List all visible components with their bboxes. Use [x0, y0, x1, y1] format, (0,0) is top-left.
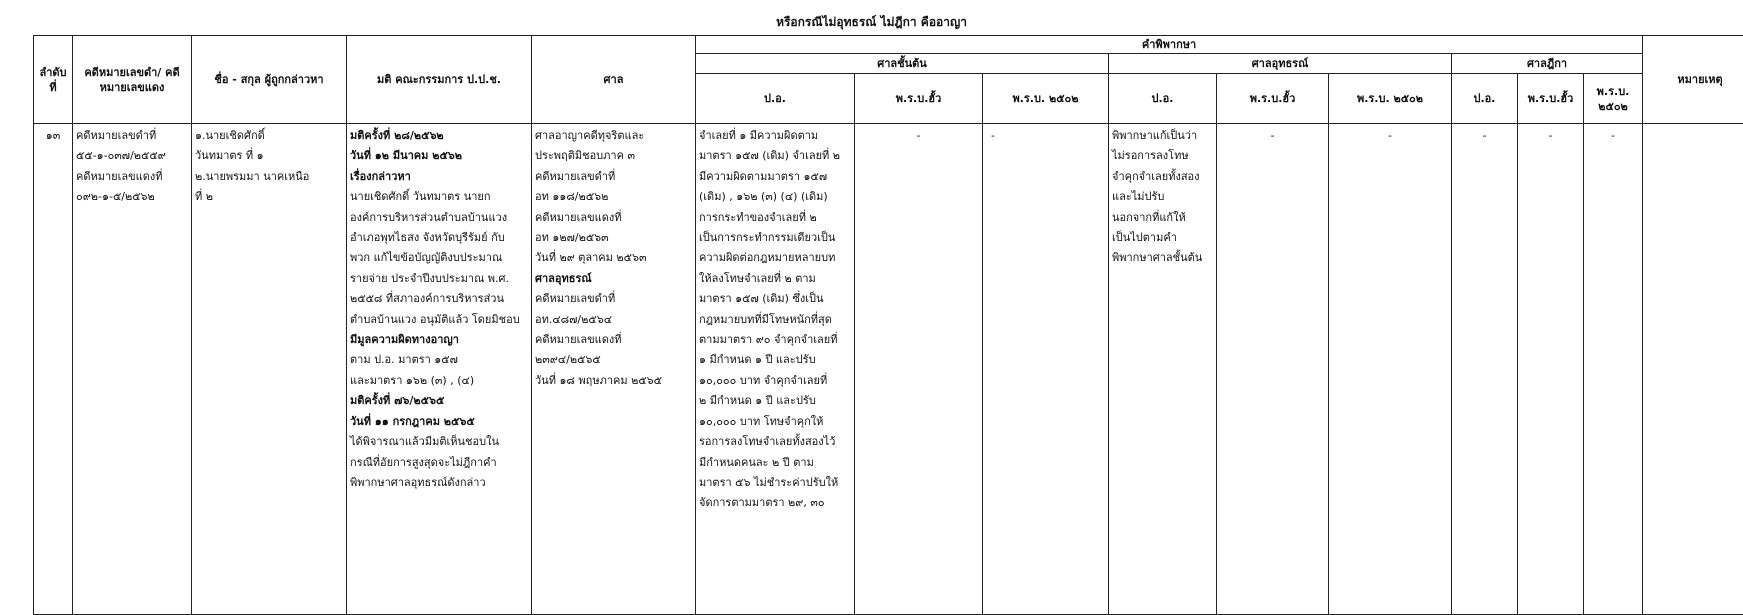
subheader-appeal-collusion-act: พ.ร.บ.ฮั้ว	[1217, 74, 1329, 124]
cell-remark	[1643, 124, 1743, 615]
cell-text-line: คดีหมายเลขแดงที่	[535, 330, 692, 350]
subheader-first-act-2502: พ.ร.บ. ๒๕๐๒	[983, 74, 1109, 124]
cell-text-line: คดีหมายเลขแดงที่	[535, 208, 692, 228]
cell-text-line: อำเภอพุทไธสง จังหวัดบุรีรัมย์ กับ	[350, 228, 528, 248]
cell-text-line: พิพากษาศาลชั้นต้น	[1112, 248, 1213, 268]
cell-text-line: ตามมาตรา ๙๐ จำคุกจำเลยที่	[699, 330, 851, 350]
subheader-appeal-criminal-code: ป.อ.	[1109, 74, 1217, 124]
subheader-first-criminal-code: ป.อ.	[696, 74, 855, 124]
subheader-supreme-act-2502: พ.ร.บ. ๒๕๐๒	[1584, 74, 1643, 124]
cell-text-line: และมาตรา ๑๖๒ (๓) , (๔)	[350, 371, 528, 391]
cell-text-line: ๒๕๕๘ ที่สภาองค์การบริหารส่วน	[350, 289, 528, 309]
cell-text-line: ตำบลบ้านแวง อนุมัติแล้ว โดยมิชอบ	[350, 310, 528, 330]
cell-court	[532, 124, 696, 615]
cell-text-line: พวก แก้ไขข้อบัญญัติงบประมาณ	[350, 248, 528, 268]
cell-text-line: ๑๐,๐๐๐ บาท จำคุกจำเลยที่	[699, 371, 851, 391]
cell-supreme-collusion-act: -	[1518, 124, 1584, 615]
cell-text-line: ๒ มีกำหนด ๑ ปี และปรับ	[699, 391, 851, 411]
cell-text-line: จัดการตามมาตรา ๒๙, ๓๐	[699, 493, 851, 513]
cell-text-line: ๒.นายพรมมา นาคเหนือ	[195, 167, 343, 187]
cell-text-line: วันที่ ๑๘ พฤษภาคม ๒๕๖๕	[535, 371, 692, 391]
cell-text-line: ความผิดต่อกฎหมายหลายบท	[699, 248, 851, 268]
cell-text-line: มีความผิดตามมาตรา ๑๕๗	[699, 167, 851, 187]
cell-text-line: พิพากษาศาลอุทธรณ์ดังกล่าว	[350, 473, 528, 493]
subheader-supreme-collusion-act: พ.ร.บ.ฮั้ว	[1518, 74, 1584, 124]
case-table	[33, 35, 1743, 615]
cell-text-line: ได้พิจารณาแล้วมีมติเห็นชอบใน	[350, 432, 528, 452]
cell-appeal-criminal-code	[1109, 124, 1217, 615]
header-accused: ชื่อ - สกุล ผู้ถูกกล่าวหา	[192, 36, 347, 124]
cell-text-line: คดีหมายเลขดำที่	[535, 167, 692, 187]
cell-text-line: เรื่องกล่าวหา	[350, 167, 528, 187]
header-first-instance-court: ศาลชั้นต้น	[696, 54, 1109, 74]
cell-text-line: วันทมาตร ที่ ๑	[195, 146, 343, 166]
cell-text-line: การกระทำของจำเลยที่ ๒	[699, 208, 851, 228]
cell-text-line: ศาลอุทธรณ์	[535, 269, 692, 289]
cell-text-line: ๒๓๙๔/๒๕๖๕	[535, 350, 692, 370]
cell-text-line: อท ๑๒๗/๒๕๖๓	[535, 228, 692, 248]
cell-text-line: และไม่ปรับ	[1112, 187, 1213, 207]
cell-text-line: ตาม ป.อ. มาตรา ๑๕๗	[350, 350, 528, 370]
cell-supreme-criminal-code: -	[1452, 124, 1518, 615]
cell-text-line: กฎหมายบทที่มีโทษหนักที่สุด	[699, 310, 851, 330]
cell-text-line: เป็นไปตามคำ	[1112, 228, 1213, 248]
cell-text-line: ๑.นายเชิดศักดิ์	[195, 126, 343, 146]
cell-text-line: ๕๕-๑-๐๓๗/๒๕๕๙	[76, 146, 188, 166]
cell-text-line: ๑๐,๐๐๐ บาท โทษจำคุกให้	[699, 412, 851, 432]
cell-text-line: องค์การบริหารส่วนตำบลบ้านแวง	[350, 208, 528, 228]
cell-text-line: มติครั้งที่ ๗๖/๒๕๖๕	[350, 391, 528, 411]
cell-text-line: วันที่ ๒๙ ตุลาคม ๒๕๖๓	[535, 248, 692, 268]
cell-nacc-resolution	[347, 124, 532, 615]
cell-text-line: คดีหมายเลขแดงที่	[76, 167, 188, 187]
cell-text-line: (เดิม) , ๑๖๒ (๓) (๔) (เดิม)	[699, 187, 851, 207]
header-case-number: คดีหมายเลขดำ/ คดีหมายเลขแดง	[73, 36, 192, 124]
cell-text-line: เป็นการกระทำกรรมเดียวเป็น	[699, 228, 851, 248]
cell-text-line: ไม่รอการลงโทษ	[1112, 146, 1213, 166]
cell-text-line: พิพากษาแก้เป็นว่า	[1112, 126, 1213, 146]
subheader-supreme-criminal-code: ป.อ.	[1452, 74, 1518, 124]
table-row	[34, 124, 1743, 615]
cell-supreme-act-2502: -	[1584, 124, 1643, 615]
cell-text-line: ให้ลงโทษจำเลยที่ ๒ ตาม	[699, 269, 851, 289]
cell-case-number	[73, 124, 192, 615]
cell-text-line: มาตรา ๑๕๗ (เดิม) ซึ่งเป็น	[699, 289, 851, 309]
subheader-appeal-act-2502: พ.ร.บ. ๒๕๐๒	[1329, 74, 1452, 124]
cell-appeal-act-2502: -	[1329, 124, 1452, 615]
cell-text-line: มีมูลความผิดทางอาญา	[350, 330, 528, 350]
cell-text-line: นายเชิดศักดิ์ วันทมาตร นายก	[350, 187, 528, 207]
cell-text-line: วันที่ ๑๑ กรกฎาคม ๒๕๖๕	[350, 412, 528, 432]
cell-text-line: จำเลยที่ ๑ มีความผิดตาม	[699, 126, 851, 146]
cell-text-line: ๑ มีกำหนด ๑ ปี และปรับ	[699, 350, 851, 370]
header-supreme-court: ศาลฎีกา	[1452, 54, 1643, 74]
cell-text-line: มีกำหนดคนละ ๒ ปี ตาม	[699, 453, 851, 473]
header-judgment: คำพิพากษา	[696, 36, 1643, 54]
header-remark: หมายเหตุ	[1643, 36, 1743, 124]
cell-text-line: รอการลงโทษจำเลยทั้งสองไว้	[699, 432, 851, 452]
cell-appeal-collusion-act: -	[1217, 124, 1329, 615]
cell-text-line: อท ๑๑๘/๒๕๖๒	[535, 187, 692, 207]
cell-first-criminal-code	[696, 124, 855, 615]
cell-text-line: มาตรา ๕๖ ไม่ชำระค่าปรับให้	[699, 473, 851, 493]
cell-text-line: ที่ ๒	[195, 187, 343, 207]
cell-first-act-2502: -	[983, 124, 1109, 615]
cell-text-line: อท.๔๘๗/๒๕๖๔	[535, 310, 692, 330]
header-appeal-court: ศาลอุทธรณ์	[1109, 54, 1452, 74]
subheader-first-collusion-act: พ.ร.บ.ฮั้ว	[855, 74, 983, 124]
cell-text-line: ประพฤติมิชอบภาค ๓	[535, 146, 692, 166]
cell-no: ๑๓	[34, 124, 73, 615]
cell-text-line: กรณีที่อัยการสูงสุดจะไม่ฎีกาคำ	[350, 453, 528, 473]
cell-text-line: คดีหมายเลขดำที่	[76, 126, 188, 146]
cell-text-line: ศาลอาญาคดีทุจริตและ	[535, 126, 692, 146]
cell-first-collusion-act: -	[855, 124, 983, 615]
page-title: หรือกรณีไม่อุทธรณ์ ไม่ฎีกา คืออาญา	[0, 13, 1743, 31]
cell-text-line: รายจ่าย ประจำปีงบประมาณ พ.ศ.	[350, 269, 528, 289]
header-no: ลำดับ ที่	[34, 36, 73, 124]
cell-text-line: นอกจากที่แก้ให้	[1112, 208, 1213, 228]
cell-text-line: มติครั้งที่ ๒๘/๒๕๖๒	[350, 126, 528, 146]
cell-text-line: วันที่ ๑๒ มีนาคม ๒๕๖๒	[350, 146, 528, 166]
cell-text-line: คดีหมายเลขดำที่	[535, 289, 692, 309]
header-nacc-resolution: มติ คณะกรรมการ ป.ป.ช.	[347, 36, 532, 124]
cell-text-line: มาตรา ๑๕๗ (เดิม) จำเลยที่ ๒	[699, 146, 851, 166]
cell-text-line: จำคุกจำเลยทั้งสอง	[1112, 167, 1213, 187]
cell-accused	[192, 124, 347, 615]
cell-text-line: ๐๙๒-๑-๕/๒๕๖๒	[76, 187, 188, 207]
header-court: ศาล	[532, 36, 696, 124]
